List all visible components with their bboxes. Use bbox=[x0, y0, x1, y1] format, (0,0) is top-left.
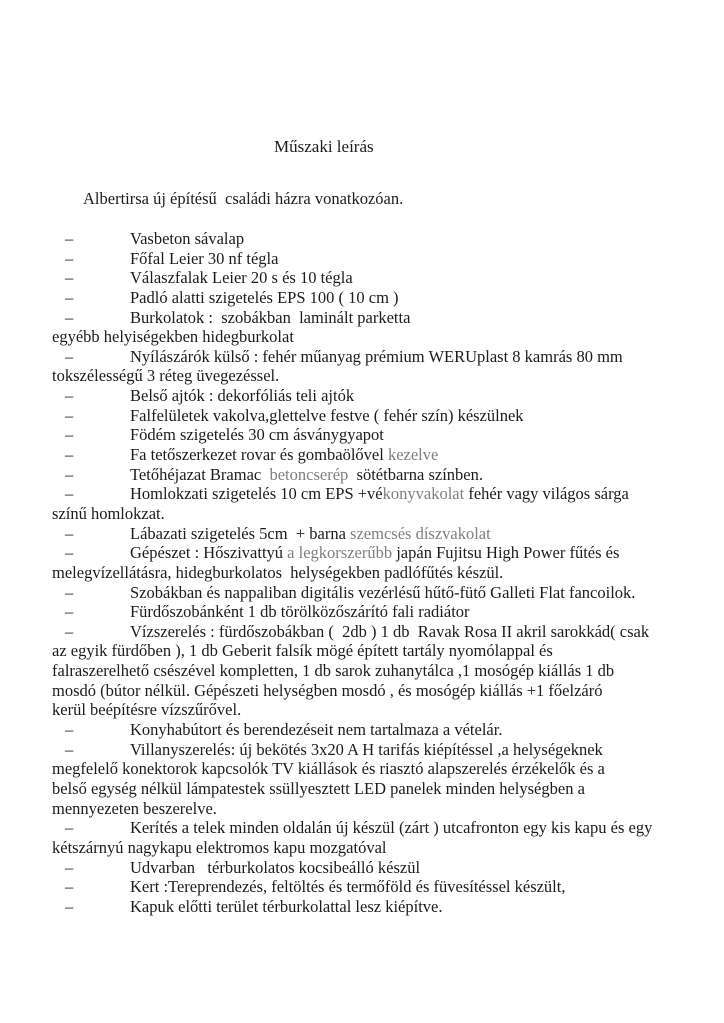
text-segment-gray: kezelve bbox=[387, 445, 439, 465]
bullet-dash: – bbox=[65, 405, 74, 425]
list-item bbox=[52, 858, 724, 878]
text-segment: Fa tetőszerkezet rovar és gombaölővel bbox=[130, 445, 388, 465]
list-item bbox=[52, 445, 724, 465]
list-item bbox=[52, 543, 724, 563]
text-segment: Kerítés a telek minden oldalán új készül (zárt ) utcafronton egy kis kapu és egy bbox=[130, 818, 653, 838]
text-segment: Válaszfalak Leier 20 s és 10 tégla bbox=[130, 268, 353, 288]
text-segment: Vasbeton sávalap bbox=[130, 229, 245, 248]
bullet-dash: – bbox=[65, 346, 74, 366]
list-item bbox=[52, 308, 724, 328]
text-line bbox=[52, 759, 724, 779]
text-segment: Lábazati szigetelés 5cm + barna bbox=[130, 523, 351, 543]
text-line bbox=[52, 641, 724, 661]
text-segment: falraszerelhető csészével kompletten, 1 db sarok zuhanytálca ,1 mosógép kiállás 1 db bbox=[52, 661, 615, 681]
bullet-dash: – bbox=[65, 307, 74, 327]
bullet-dash: – bbox=[65, 602, 74, 622]
list-item bbox=[52, 229, 724, 249]
bullet-dash: – bbox=[65, 287, 74, 307]
text-segment-gray: konyvakolat bbox=[382, 484, 465, 504]
text-segment: Tetőhéjazat Bramac bbox=[130, 464, 270, 484]
bullet-dash: – bbox=[65, 818, 74, 838]
text-segment-gray: betoncserép bbox=[269, 464, 353, 484]
list-item bbox=[52, 720, 724, 740]
text-segment: Vízszerelés : fürdőszobákban ( 2db ) 1 db Ravak Rosa II akril sarokkád( csak bbox=[130, 621, 650, 641]
text-segment: megfelelő konektorok kapcsolók TV kiállások és riasztó alapszerelés érzékelők és a bbox=[52, 759, 605, 779]
text-segment-gray: szemcsés díszvakolat bbox=[350, 523, 491, 543]
text-line bbox=[52, 799, 724, 819]
list-item bbox=[52, 288, 724, 308]
text-segment: Belső ajtók : dekorfóliás teli ajtók bbox=[130, 386, 355, 406]
list-item bbox=[52, 406, 724, 426]
text-line bbox=[52, 779, 724, 799]
text-segment: mennyezeten beszerelve. bbox=[52, 798, 217, 818]
bullet-dash: – bbox=[65, 386, 74, 406]
text-line bbox=[52, 504, 724, 524]
text-segment: Födém szigetelés 30 cm ásványgyapot bbox=[130, 425, 384, 445]
text-segment: Homlokzati szigetelés 10 cm EPS +vé bbox=[130, 484, 383, 504]
text-segment: színű homlokzat. bbox=[52, 503, 165, 523]
list-item bbox=[52, 465, 724, 485]
list-item bbox=[52, 602, 724, 622]
text-line bbox=[52, 700, 724, 720]
text-line bbox=[52, 366, 724, 386]
text-segment: kétszárnyú nagykapu elektromos kapu mozgatóval bbox=[52, 837, 387, 857]
list-item bbox=[52, 897, 724, 917]
text-segment: Főfal Leier 30 nf tégla bbox=[130, 248, 279, 268]
list-item bbox=[52, 347, 724, 367]
bullet-dash: – bbox=[65, 896, 74, 916]
text-line bbox=[52, 327, 724, 347]
bullet-dash: – bbox=[65, 484, 74, 504]
text-line bbox=[52, 563, 724, 583]
text-segment: belső egység nélkül lámpatestek ssüllyesztett LED panelek minden helységben a bbox=[52, 778, 585, 798]
bullet-dash: – bbox=[65, 720, 74, 740]
list-item bbox=[52, 268, 724, 288]
bullet-dash: – bbox=[65, 739, 74, 759]
list-item bbox=[52, 524, 724, 544]
list-item bbox=[52, 740, 724, 760]
list-item bbox=[52, 425, 724, 445]
bullet-dash: – bbox=[65, 464, 74, 484]
bullet-dash: – bbox=[65, 268, 74, 288]
text-segment: Falfelületek vakolva,glettelve festve ( fehér szín) készülnek bbox=[130, 405, 524, 425]
bullet-dash: – bbox=[65, 582, 74, 602]
text-segment: sötétbarna színben. bbox=[352, 464, 483, 484]
list-item bbox=[52, 818, 724, 838]
text-segment: Nyílászárók külső : fehér műanyag prémium WERUplast 8 kamrás 80 mm bbox=[130, 346, 623, 366]
text-line bbox=[52, 681, 724, 701]
bullet-dash: – bbox=[65, 877, 74, 897]
text-segment: Udvarban térburkolatos kocsibeálló készül bbox=[130, 857, 421, 877]
text-segment: Gépészet : Hőszivattyú bbox=[130, 543, 288, 563]
list-item bbox=[52, 877, 724, 897]
text-segment: japán Fujitsu High Power fűtés és bbox=[392, 543, 620, 563]
document-body bbox=[52, 229, 724, 916]
text-segment-gray: a legkorszerűbb bbox=[287, 543, 393, 563]
bullet-dash: – bbox=[65, 445, 74, 465]
intro-paragraph: Albertirsa új építésű családi házra vonatkozóan. bbox=[83, 189, 404, 208]
text-segment: tokszélességű 3 réteg üvegezéssel. bbox=[52, 366, 280, 386]
list-item bbox=[52, 249, 724, 269]
bullet-dash: – bbox=[65, 425, 74, 445]
text-segment: Kapuk előtti terület térburkolattal lesz kiépítve. bbox=[130, 896, 443, 916]
text-segment: az egyik fürdőben ), 1 db Geberit falsík mögé épített tartály nyomólappal és bbox=[52, 641, 553, 661]
bullet-dash: – bbox=[65, 248, 74, 268]
text-segment: fehér vagy világos sárga bbox=[464, 484, 629, 504]
text-segment: Padló alatti szigetelés EPS 100 ( 10 cm ) bbox=[130, 287, 399, 307]
bullet-dash: – bbox=[65, 857, 74, 877]
text-line bbox=[52, 838, 724, 858]
text-segment: Fürdőszobánként 1 db törölközőszárító fali radiátor bbox=[130, 602, 470, 622]
text-segment: Konyhabútort és berendezéseit nem tartalmaza a vételár. bbox=[130, 720, 503, 740]
list-item bbox=[52, 484, 724, 504]
list-item bbox=[52, 583, 724, 603]
bullet-dash: – bbox=[65, 523, 74, 543]
text-segment: Szobákban és nappaliban digitális vezérlésű hűtő-fütő Galleti Flat fancoilok. bbox=[130, 582, 636, 602]
text-segment: Kert :Tereprendezés, feltöltés és termőföld és füvesítéssel készült, bbox=[130, 877, 566, 897]
list-item bbox=[52, 386, 724, 406]
text-segment: Villanyszerelés: új bekötés 3x20 A H tarifás kiépítéssel ,a helységeknek bbox=[130, 739, 603, 759]
bullet-dash: – bbox=[65, 621, 74, 641]
text-line bbox=[52, 661, 724, 681]
text-segment: melegvízellátásra, hidegburkolatos helységekben padlófűtés készül. bbox=[52, 562, 504, 582]
document-title: Műszaki leírás bbox=[274, 137, 374, 156]
text-segment: egyébb helyiségekben hidegburkolat bbox=[52, 327, 294, 347]
list-item bbox=[52, 622, 724, 642]
text-segment: mosdó (bútor nélkül. Gépészeti helységben mosdó , és mosógép kiállás +1 főelzáró bbox=[52, 680, 603, 700]
bullet-dash: – bbox=[65, 229, 74, 248]
bullet-dash: – bbox=[65, 543, 74, 563]
text-segment: Burkolatok : szobákban laminált parketta bbox=[130, 307, 411, 327]
text-segment: kerül beépítésre vízszűrővel. bbox=[52, 700, 242, 720]
